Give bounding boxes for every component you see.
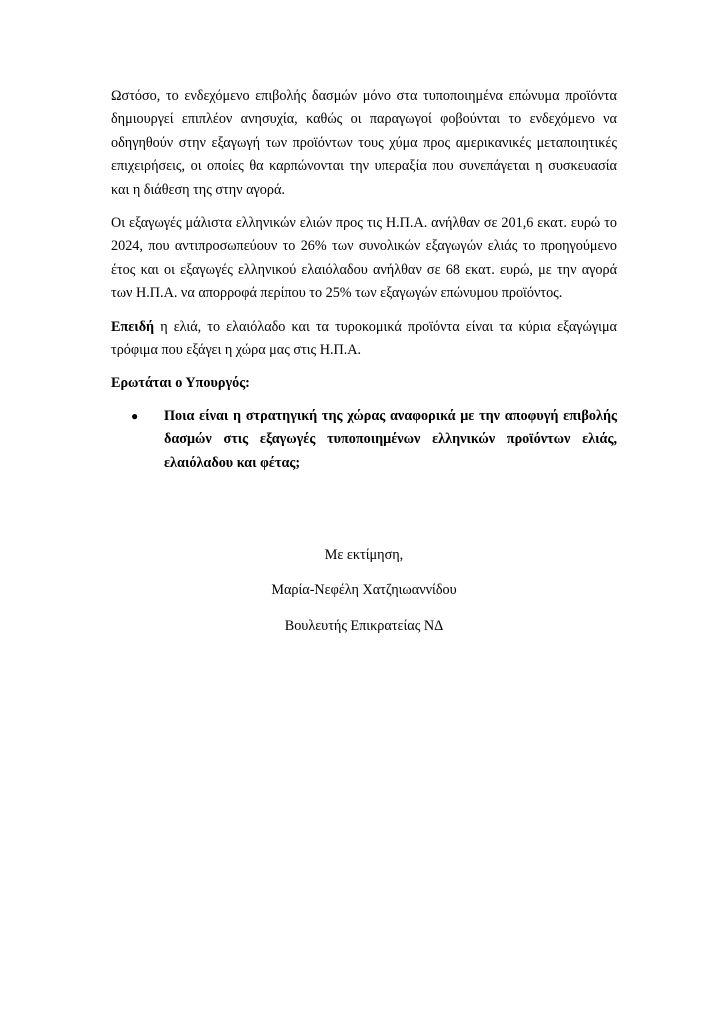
paragraph-tariff-concern: Ωστόσο, το ενδεχόμενο επιβολής δασμών μόνο στα τυποποιημένα επώνυμα προϊόντα δημιουργεί επιπλέον ανησυχία, καθώς οι παραγωγοί φοβούνται το ενδεχόμενο να οδηγηθούν στην εξαγωγή των προϊόντων τους χύμα προς αμερικανικές μεταποιητικές επιχειρήσεις, οι οποίες θα καρπώνονται την υπεραξία που συνεπάγεται η συσκευασία και η διάθεση της στην αγορά. bbox=[111, 88, 617, 198]
paragraph-export-figures: Οι εξαγωγές μάλιστα ελληνικών ελιών προς τις Η.Π.Α. ανήλθαν σε 201,6 εκατ. ευρώ το 2024, που αντιπροσωπεύουν το 26% των συνολικών εξαγωγών ελιάς το προηγούμενο έτος και οι εξαγωγές ελληνικού ελαιόλαδου ανήλθαν σε 68 εκατ. ευρώ, με την αγορά των Η.Π.Α. να απορροφά περίπου το 25% των εξαγωγών επώνυμου προϊόντος. bbox=[111, 215, 617, 302]
whereas-lead: Επειδή bbox=[111, 318, 155, 335]
paragraph-whereas bbox=[111, 316, 617, 363]
signer-title: Βουλευτής Επικρατείας ΝΔ bbox=[284, 617, 444, 634]
signature-block bbox=[111, 544, 617, 650]
signer-name: Μαρία-Νεφέλη Χατζηιωαννίδου bbox=[271, 582, 457, 599]
question-text: Ποια είναι η στρατηγική της χώρας αναφορικά με την αποφυγή επιβολής δασμών στις εξαγωγές τυποποιημένων ελληνικών προϊόντων ελιάς, ελαιόλαδου και φέτας; bbox=[164, 407, 617, 471]
question-heading: Ερωτάται ο Υπουργός: bbox=[111, 375, 250, 392]
whereas-text: η ελιά, το ελαιόλαδο και τα τυροκομικά προϊόντα είναι τα κύρια εξαγώγιμα τρόφιμα που εξάγει η χώρα μας στις Η.Π.Α. bbox=[111, 318, 617, 359]
question-item bbox=[111, 405, 617, 475]
bullet-icon: ● bbox=[131, 408, 139, 423]
document-body bbox=[111, 85, 617, 475]
closing-line: Με εκτίμηση, bbox=[324, 547, 404, 563]
